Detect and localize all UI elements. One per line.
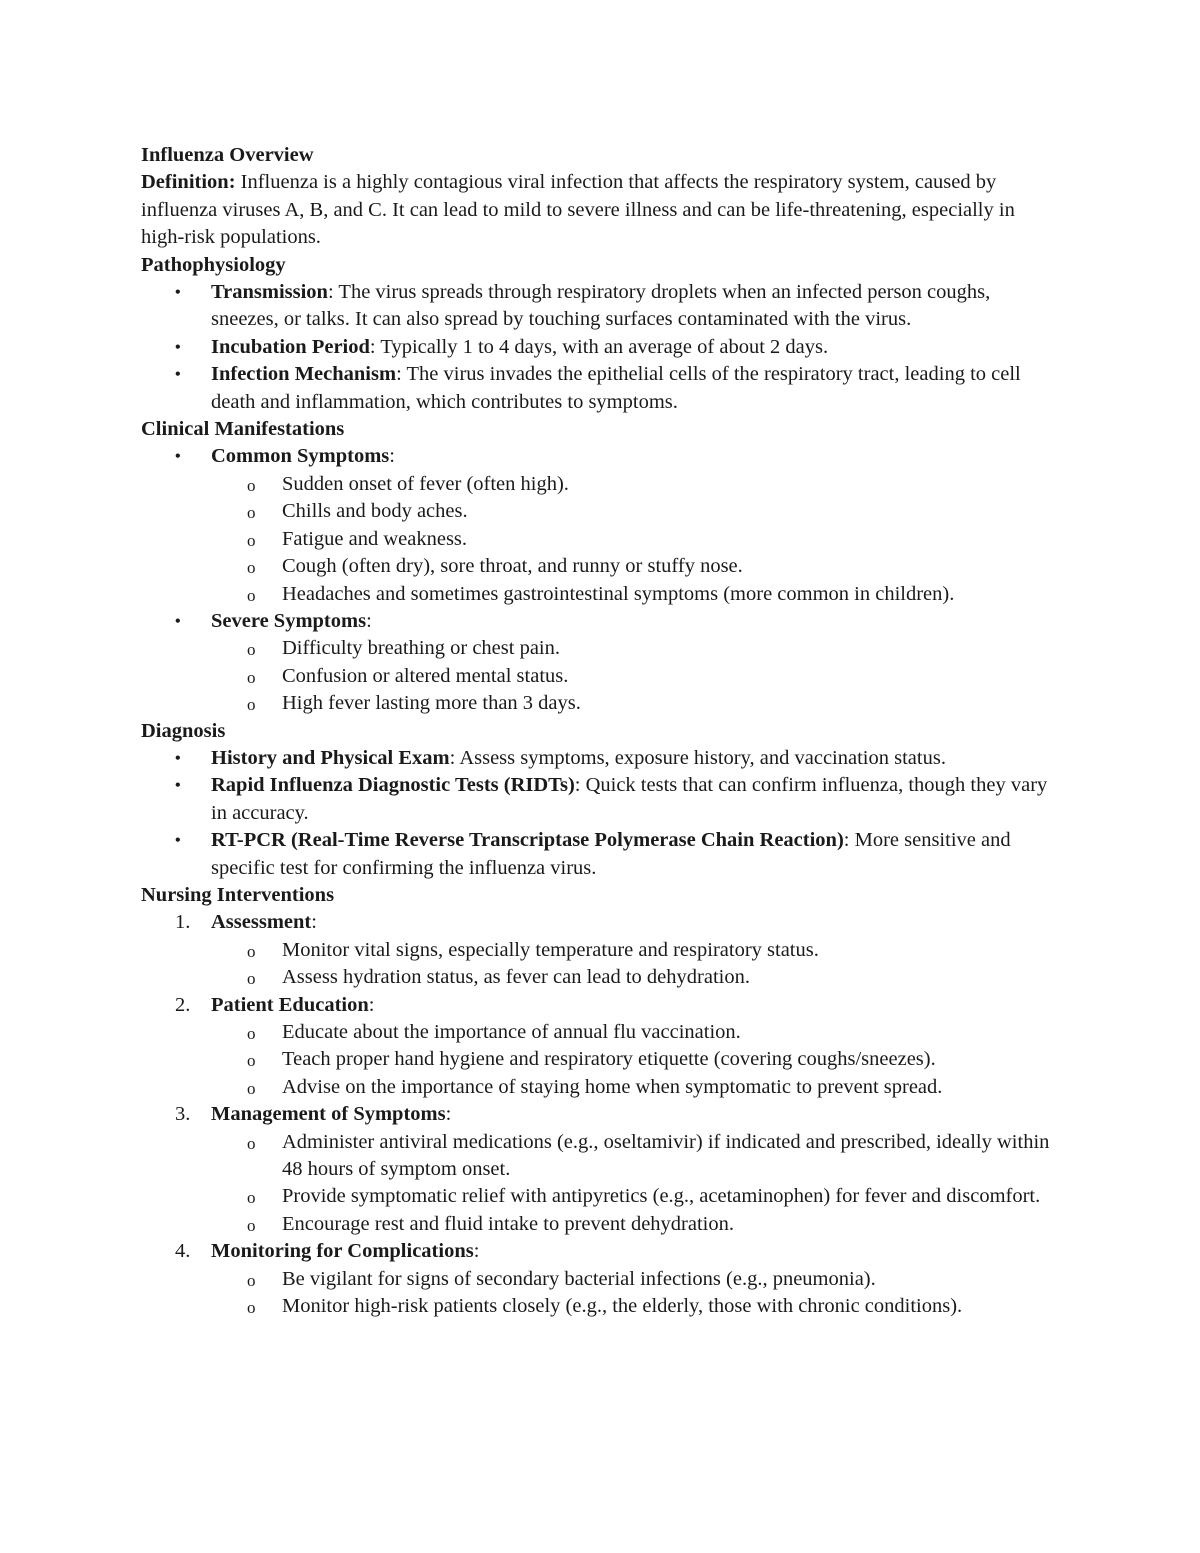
monitoring-list	[211, 1266, 1061, 1321]
list-item: • Rapid Influenza Diagnostic Tests (RIDTs): Quick tests that can confirm influenza, though they vary in accuracy.	[175, 774, 1048, 824]
bullet-marker: •	[175, 366, 181, 384]
list-item: o High fever lasting more than 3 days.	[211, 690, 1061, 717]
bullet-marker: •	[175, 832, 181, 850]
diagnosis-list	[141, 745, 1061, 882]
sub-bullet-marker: o	[247, 475, 256, 495]
list-item: 1. Assessment: o Monitor vital signs, especially temperature and respiratory status. o Assess hydration status, as fever can lead to dehydration.	[141, 909, 1061, 991]
list-item: o Teach proper hand hygiene and respiratory etiquette (covering coughs/sneezes).	[211, 1046, 1061, 1073]
sub-bullet-marker: o	[247, 1078, 256, 1098]
list-item: • Common Symptoms: o Sudden onset of fever (often high). o Chills and body aches. o Fatigue and weakness. o Cough (often dry), sore throat, and runny or stuffy nose. o Headaches and sometimes gastrointestinal symptoms (more common in children).	[141, 443, 1061, 607]
list-item: o Chills and body aches.	[211, 498, 1061, 525]
clinical-heading: Clinical Manifestations	[141, 418, 345, 441]
bullet-marker: •	[175, 777, 181, 795]
sub-bullet-marker: o	[247, 1188, 256, 1208]
bullet-marker: •	[175, 338, 181, 356]
list-item: • Severe Symptoms: o Difficulty breathing or chest pain. o Confusion or altered mental status. o High fever lasting more than 3 days.	[141, 608, 1061, 718]
list-item: o Be vigilant for signs of secondary bacterial infections (e.g., pneumonia).	[211, 1266, 1061, 1293]
sub-bullet-marker: o	[247, 1215, 256, 1235]
list-item: o Assess hydration status, as fever can lead to dehydration.	[211, 964, 1061, 991]
number-marker: 4.	[175, 1240, 191, 1263]
common-symptoms-list	[211, 471, 1061, 608]
management-list	[211, 1129, 1061, 1239]
list-item: o Advise on the importance of staying home when symptomatic to prevent spread.	[211, 1074, 1061, 1101]
definition-paragraph	[141, 169, 1061, 251]
list-item: o Headaches and sometimes gastrointestinal symptoms (more common in children).	[211, 581, 1061, 608]
list-item: 2. Patient Education: o Educate about the importance of annual flu vaccination. o Teach proper hand hygiene and respiratory etiquette (covering coughs/sneezes). o Advise on the importance of staying home when symptomatic to prevent spread.	[141, 992, 1061, 1102]
sub-bullet-marker: o	[247, 695, 256, 715]
sub-bullet-marker: o	[247, 941, 256, 961]
list-item: o Monitor vital signs, especially temperature and respiratory status.	[211, 937, 1061, 964]
list-item: o Cough (often dry), sore throat, and runny or stuffy nose.	[211, 553, 1061, 580]
sub-bullet-marker: o	[247, 1298, 256, 1318]
list-item: o Sudden onset of fever (often high).	[211, 471, 1061, 498]
bullet-marker: •	[175, 612, 181, 630]
number-marker: 1.	[175, 911, 191, 934]
document-title: Influenza Overview	[141, 144, 314, 166]
diagnosis-heading: Diagnosis	[141, 719, 226, 742]
severe-symptoms-list	[211, 635, 1061, 717]
bullet-marker: •	[175, 749, 181, 767]
nursing-heading: Nursing Interventions	[141, 883, 335, 906]
list-item: • Incubation Period: Typically 1 to 4 days, with an average of about 2 days.	[141, 334, 1061, 361]
sub-bullet-marker: o	[247, 1024, 256, 1043]
assessment-list	[211, 937, 1061, 992]
number-marker: 2.	[175, 993, 191, 1016]
sub-bullet-marker: o	[247, 1133, 256, 1153]
list-item: 4. Monitoring for Complications: o Be vigilant for signs of secondary bacterial infections (e.g., pneumonia). o Monitor high-risk patients closely (e.g., the elderly, those with chronic conditions).	[141, 1238, 1061, 1320]
pathophysiology-heading: Pathophysiology	[141, 253, 286, 276]
sub-bullet-marker: o	[247, 640, 256, 660]
sub-bullet-marker: o	[247, 503, 256, 523]
sub-bullet-marker: o	[247, 969, 256, 989]
clinical-list	[141, 443, 1061, 717]
list-item: o Fatigue and weakness.	[211, 526, 1061, 553]
list-item: • Transmission: The virus spreads through respiratory droplets when an infected person coughs, sneezes, or talks. It can also spread by touching surfaces contaminated with the virus.	[175, 281, 991, 331]
document-page	[141, 142, 1061, 1320]
sub-bullet-marker: o	[247, 558, 256, 578]
list-item: o Encourage rest and fluid intake to prevent dehydration.	[211, 1211, 1061, 1238]
pathophysiology-list	[141, 279, 1061, 416]
list-item: o Monitor high-risk patients closely (e.g., the elderly, those with chronic conditions).	[211, 1293, 1061, 1320]
bullet-marker: •	[175, 284, 181, 302]
list-item: • Infection Mechanism: The virus invades the epithelial cells of the respiratory tract, leading to cell death and inflammation, which contributes to symptoms.	[175, 363, 1021, 413]
list-item: • History and Physical Exam: Assess symptoms, exposure history, and vaccination status.	[141, 745, 1061, 772]
sub-bullet-marker: o	[247, 530, 256, 550]
sub-bullet-marker: o	[247, 667, 256, 687]
sub-bullet-marker: o	[247, 1051, 256, 1071]
list-item: o Provide symptomatic relief with antipyretics (e.g., acetaminophen) for fever and discomfort.	[211, 1183, 1061, 1210]
sub-bullet-marker: o	[247, 1270, 256, 1290]
list-item: o Educate about the importance of annual flu vaccination.	[211, 1019, 1061, 1046]
patient-education-list	[211, 1019, 1061, 1101]
list-item: o Confusion or altered mental status.	[211, 663, 1061, 690]
bullet-marker: •	[175, 448, 181, 466]
list-item: o Administer antiviral medications (e.g., oseltamivir) if indicated and prescribed, ideally within 48 hours of symptom onset.	[247, 1130, 1050, 1181]
sub-bullet-marker: o	[247, 585, 256, 605]
list-item: • RT-PCR (Real-Time Reverse Transcriptase Polymerase Chain Reaction): More sensitive and specific test for confirming the influenza virus.	[175, 829, 1011, 879]
nursing-list	[141, 909, 1061, 1320]
definition-label: Definition:	[141, 171, 236, 194]
number-marker: 3.	[175, 1103, 191, 1126]
list-item: o Difficulty breathing or chest pain.	[211, 635, 1061, 662]
definition-text: Influenza is a highly contagious viral infection that affects the respiratory system, caused by influenza viruses A, B, and C. It can lead to mild to severe illness and can be life-threatening, especially in high-risk populations.	[141, 171, 1015, 249]
list-item: 3. Management of Symptoms: o Administer antiviral medications (e.g., oseltamivir) if indicated and prescribed, ideally within 48 hours of symptom onset. o Provide symptomatic relief with antipyretics (e.g., acetaminophen) for fever and discomfort. o Encourage rest and fluid intake to prevent dehydration.	[141, 1101, 1061, 1238]
